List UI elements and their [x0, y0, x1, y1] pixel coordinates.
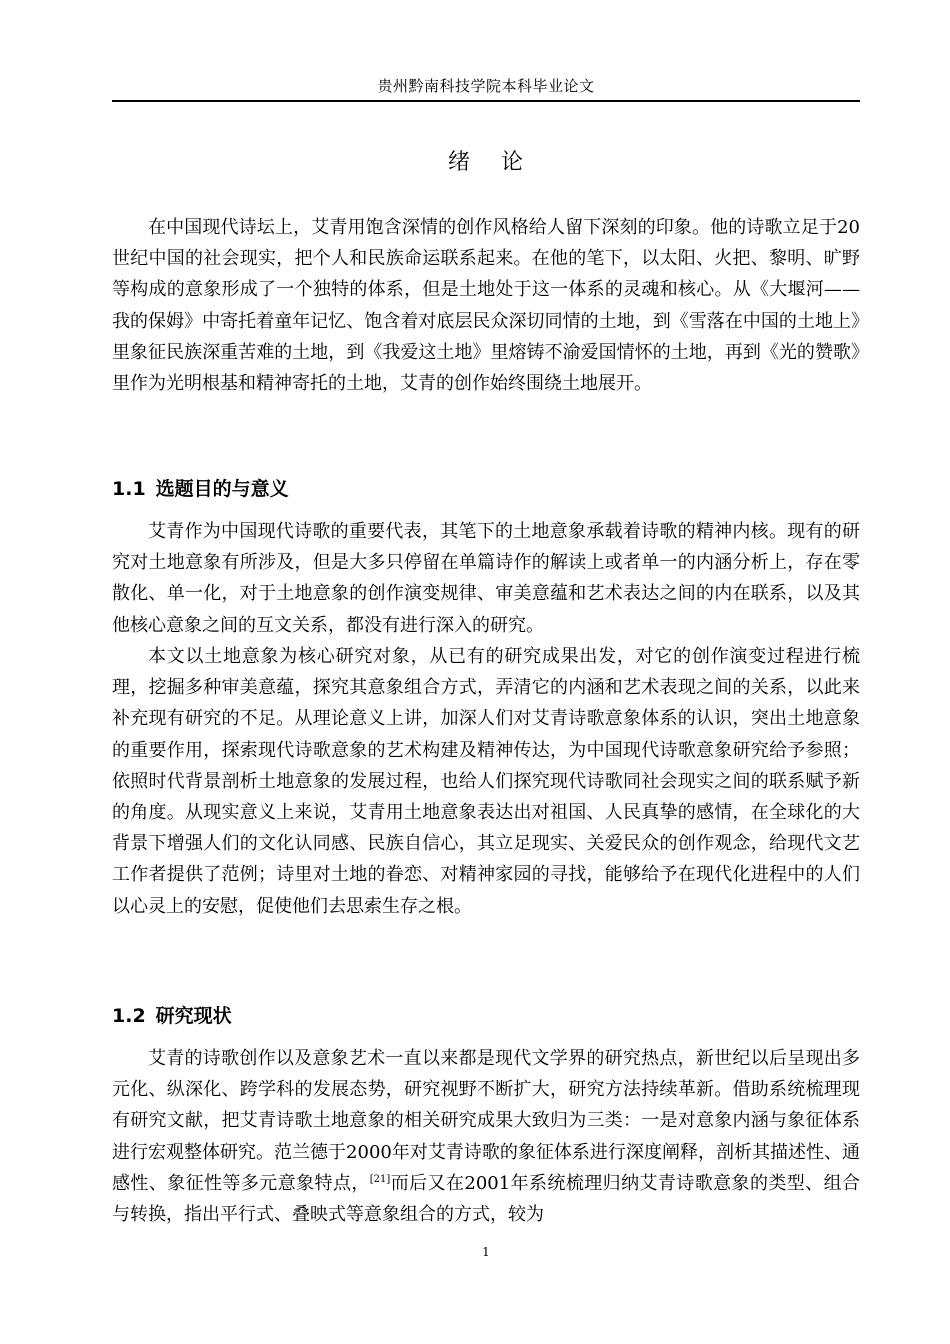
section-1-1-paragraph-2: 本文以土地意象为核心研究对象，从已有的研究成果出发，对它的创作演变过程进行梳理，挖掘多种审美意蕴，探究其意象组合方式，弄清它的内涵和艺术表现之间的关系，以此来补充现有研究的不足。从理论意义上讲，加深人们对艾青诗歌意象体系的认识，突出土地意象的重要作用，探索现代诗歌意象的艺术构建及精神传达，为中国现代诗歌意象研究给予参照；依照时代背景剖析土地意象的发展过程，也给人们探究现代诗歌同社会现实之间的联系赋予新的角度。从现实意义上来说，艾青用土地意象表达出对祖国、人民真挚的感情，在全球化的大背景下增强人们的文化认同感、民族自信心，其立足现实、关爱民众的创作观念，给现代文艺工作者提供了范例；诗里对土地的眷恋、对精神家园的寻找，能够给予在现代化进程中的人们以心灵上的安慰，促使他们去思索生存之根。	[112, 646, 860, 917]
running-header: 贵州黔南科技学院本科毕业论文	[377, 77, 595, 95]
chapter-title: 绪 论	[448, 150, 524, 175]
header-rule	[112, 100, 860, 102]
section-number: 1.2	[112, 1005, 146, 1027]
section-number: 1.1	[112, 478, 146, 500]
citation-marker: [21]	[369, 1173, 391, 1185]
section-heading-1-2	[112, 1002, 860, 1030]
page-number: 1	[482, 1245, 490, 1259]
paragraph-text-end: 而后又在2001年系统梳理归纳艾青诗歌意象的类型、组合与转换，指出平行式、叠映式等意象组合的方式，较为	[112, 1172, 861, 1226]
intro-paragraph: 在中国现代诗坛上，艾青用饱含深情的创作风格给人留下深刻的印象。他的诗歌立足于20世纪中国的社会现实，把个人和民族命运联系起来。在他的笔下，以太阳、火把、黎明、旷野等构成的意象形成了一个独特的体系，但是土地处于这一体系的灵魂和核心。从《大堰河——我的保姆》中寄托着童年记忆、饱含着对底层民众深切同情的土地，到《雪落在中国的土地上》里象征民族深重苦难的土地，到《我爱这土地》里熔铸不渝爱国情怀的土地，再到《光的赞歌》里作为光明根基和精神寄托的土地，艾青的创作始终围绕土地展开。	[112, 217, 860, 395]
section-1-2-paragraph-1	[112, 1043, 860, 1230]
section-heading-1-1	[112, 475, 860, 503]
section-1-1-paragraph-1: 艾青作为中国现代诗歌的重要代表，其笔下的土地意象承载着诗歌的精神内核。现有的研究对土地意象有所涉及，但是大多只停留在单篇诗作的解读上或者单一的内涵分析上，存在零散化、单一化，对于土地意象的创作演变规律、审美意蕴和艺术表达之间的内在联系，以及其他核心意象之间的互文关系，都没有进行深入的研究。	[112, 521, 860, 636]
section-title: 研究现状	[155, 1005, 232, 1027]
paragraph-text-start: 艾青的诗歌创作以及意象艺术一直以来都是现代文学界的研究热点，新世纪以后呈现出多元化、纵深化、跨学科的发展态势，研究视野不断扩大，研究方法持续革新。借助系统梳理现有研究文献，把艾青诗歌土地意象的相关研究成果大致归为三类：一是对意象内涵与象征体系进行宏观整体研究。范兰德于2000年对艾青诗歌的象征体系进行深度阐释，剖析其描述性、通感性、象征性等多元意象特点，	[112, 1048, 860, 1194]
section-title: 选题目的与意义	[155, 478, 289, 500]
